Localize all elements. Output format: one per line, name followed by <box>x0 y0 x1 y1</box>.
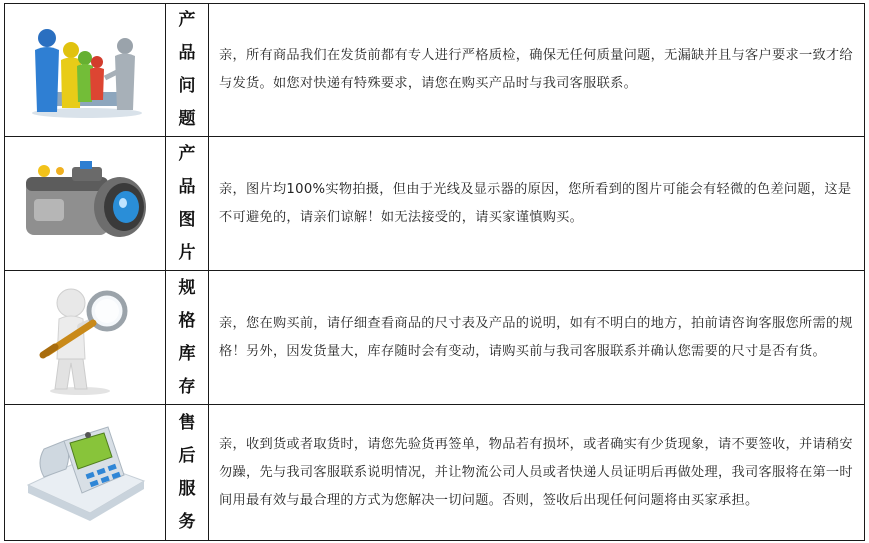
image-cell <box>5 405 166 541</box>
row-spec-stock <box>5 271 865 405</box>
image-cell <box>5 137 166 271</box>
people-handshake-icon <box>25 20 145 120</box>
row-description: 亲，收到货或者取货时，请您先验货再签单，物品若有损坏，或者确实有少货现象，请不要签收，并请稍安勿躁，先与我司客服联系说明情况，并让物流公司人员或者快递人员证明后再做处理，我司客服将在第一时间用最有效与最合理的方式为您解决一切问题。否则，签收后出现任何问题将由买家承担。 <box>209 405 865 541</box>
row-title: 产 品 问 题 <box>166 4 209 137</box>
row-description: 亲，您在购买前，请仔细查看商品的尺寸表及产品的说明，如有不明白的地方，拍前请咨询客服您所需的规格！另外，因发货量大，库存随时会有变动，请购买前与我司客服联系并确认您需要的尺寸是否有货。 <box>209 271 865 405</box>
row-description: 亲，所有商品我们在发货前都有专人进行严格质检，确保无任何质量问题，无漏缺并且与客户要求一致才给与发货。如您对快递有特殊要求，请您在购买产品时与我司客服联系。 <box>209 4 865 137</box>
row-title: 售 后 服 务 <box>166 405 209 541</box>
camera-icon <box>20 159 150 249</box>
row-title: 规 格 库 存 <box>166 271 209 405</box>
magnifier-man-icon <box>25 279 145 397</box>
row-description: 亲，图片均100%实物拍摄，但由于光线及显示器的原因，您所看到的图片可能会有轻微的色差问题，这是不可避免的，请亲们谅解！如无法接受的，请买家谨慎购买。 <box>209 137 865 271</box>
row-product-issue <box>5 4 865 137</box>
row-product-image <box>5 137 865 271</box>
phone-terminal-icon <box>20 423 150 523</box>
row-title: 产 品 图 片 <box>166 137 209 271</box>
image-cell <box>5 4 166 137</box>
row-after-sales <box>5 405 865 541</box>
info-table <box>4 3 865 541</box>
image-cell <box>5 271 166 405</box>
